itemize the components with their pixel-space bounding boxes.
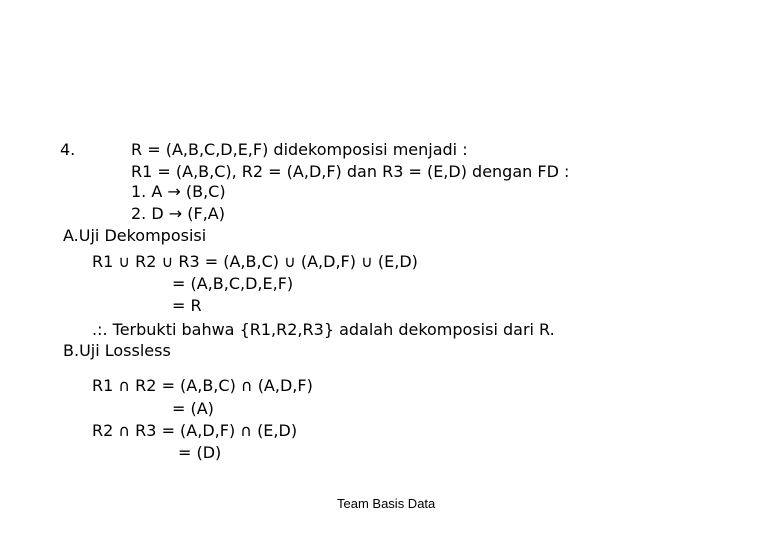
problem-number: 4. [60, 140, 76, 159]
union-equals-r: = R [172, 296, 202, 315]
section-a-title: A.Uji Dekomposisi [63, 226, 207, 245]
union-expression: R1 ∪ R2 ∪ R3 = (A,B,C) ∪ (A,D,F) ∪ (E,D) [92, 252, 418, 271]
section-b-title: B.Uji Lossless [63, 341, 171, 360]
decomposition-conclusion: .:. Terbukti bahwa {R1,R2,R3} adalah dekomposisi dari R. [92, 320, 555, 339]
functional-dependency-2: 2. D → (F,A) [131, 204, 225, 223]
intersection-r1-r2: R1 ∩ R2 = (A,B,C) ∩ (A,D,F) [92, 376, 313, 395]
intersection-r1-r2-result: = (A) [172, 399, 214, 418]
problem-statement: R = (A,B,C,D,E,F) didekomposisi menjadi : [131, 140, 468, 159]
functional-dependency-1: 1. A → (B,C) [131, 182, 226, 201]
decomposition-relations: R1 = (A,B,C), R2 = (A,D,F) dan R3 = (E,D) dengan FD : [131, 162, 570, 181]
union-result: = (A,B,C,D,E,F) [172, 274, 294, 293]
intersection-r2-r3: R2 ∩ R3 = (A,D,F) ∩ (E,D) [92, 421, 298, 440]
footer-credit: Team Basis Data [337, 496, 436, 511]
intersection-r2-r3-result: = (D) [178, 443, 222, 462]
